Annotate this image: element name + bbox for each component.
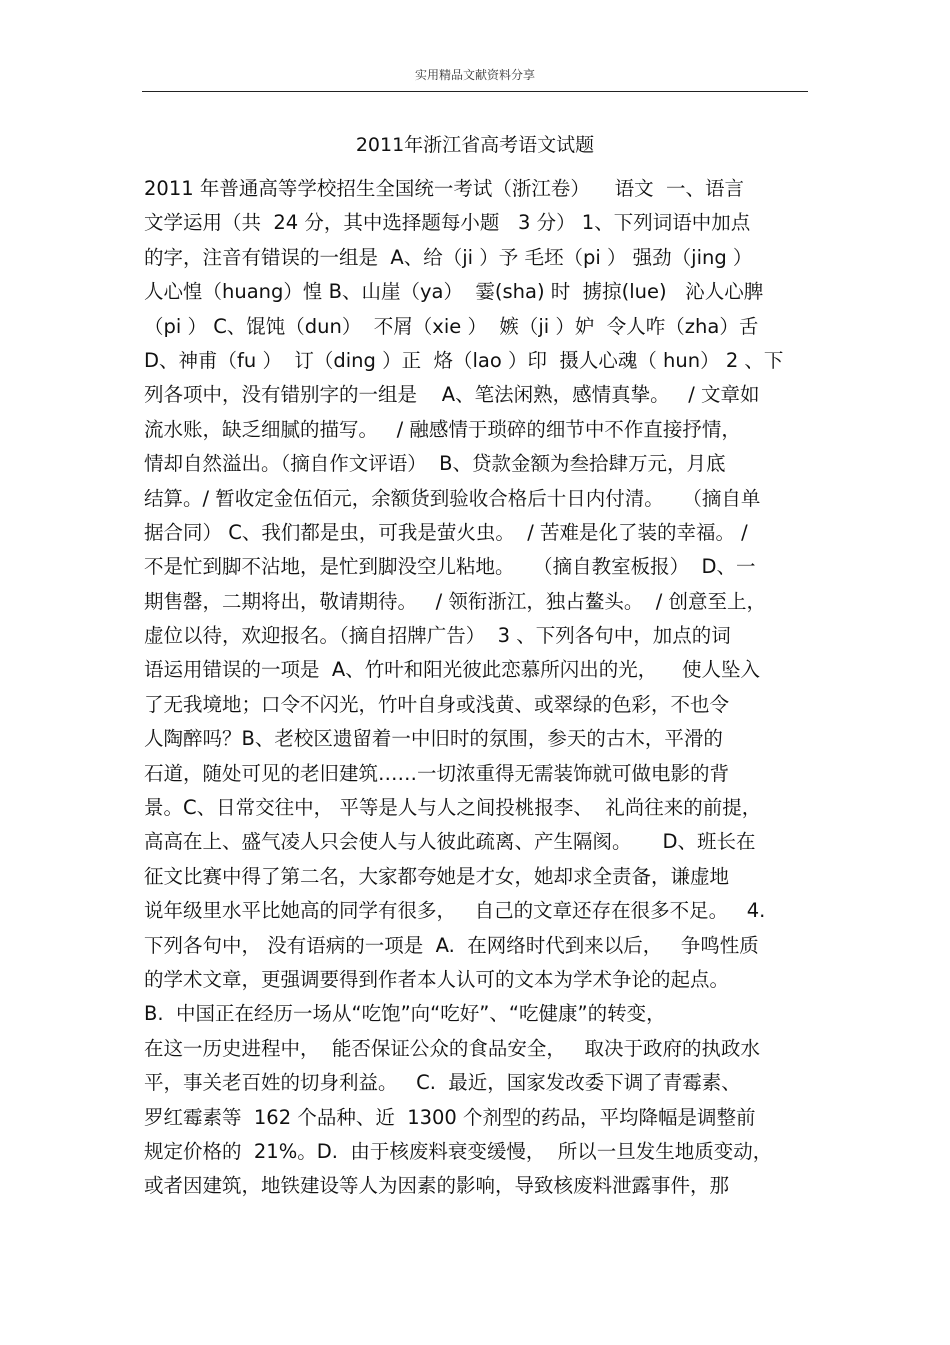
body-line: 或者因建筑，地铁建设等人为因素的影响，导致核废料泄露事件，那: [144, 1174, 730, 1198]
body-line: 2011 年普通高等学校招生全国统一考试（浙江卷） 语文 一、语言: [144, 177, 745, 200]
document-body: [144, 172, 808, 1204]
body-line: 期售罄，二期将出，敬请期待。 / 领衔浙江，独占鳌头。 / 创意至上，: [144, 589, 767, 613]
body-line: B. 中国正在经历一场从“吃饱”向“吃好”、“吃健康”的转变，: [144, 1002, 666, 1026]
body-line: 景。C、日常交往中， 平等是人与人之间投桃报李、 礼尚往来的前提，: [144, 796, 762, 820]
body-line: 说年级里水平比她高的同学有很多， 自己的文章还存在很多不足。 4.: [144, 899, 766, 923]
body-line: 人陶醉吗？B、老校区遗留着一中旧时的氛围，参天的古木，平滑的: [144, 727, 723, 751]
body-line: 语运用错误的一项是 A、竹叶和阳光彼此恋慕所闪出的光， 使人坠入: [144, 658, 761, 682]
document-title: 2011年浙江省高考语文试题: [355, 134, 595, 156]
body-line: 在这一历史进程中， 能否保证公众的食品安全， 取决于政府的执政水: [144, 1036, 760, 1060]
body-line: 高高在上、盛气凌人只会使人与人彼此疏离、产生隔阂。 D、班长在: [144, 830, 756, 854]
body-line: （pi ） C、馄饨（dun） 不屑（xie ） 嫉（ji ）妒 令人咋（zha）舌: [144, 314, 759, 338]
body-line: 下列各句中， 没有语病的一项是 A. 在网络时代到来以后， 争鸣性质: [144, 933, 759, 957]
body-line: 人心惶（huang）惶 B、山崖（ya） 霎(sha) 时 掳掠(lue) 沁人心脾: [144, 280, 764, 304]
body-line: 文学运用（共 24 分，其中选择题每小题 3 分） 1、下列词语中加点: [144, 211, 751, 235]
body-line: 流水账，缺乏细腻的描写。 / 融感情于琐碎的细节中不作直接抒情，: [144, 417, 741, 441]
body-line: 的学术文章，更强调要得到作者本人认可的文本为学术争论的起点。: [144, 967, 730, 991]
body-line: 结算。/ 暂收定金伍佰元，余额货到验收合格后十日内付清。 （摘自单: [144, 486, 761, 510]
body-line: 规定价格的 21%。D. 由于核废料衰变缓慢， 所以一旦发生地质变动，: [144, 1139, 773, 1163]
body-line: 平，事关老百姓的切身利益。 C. 最近，国家发改委下调了青霉素、: [144, 1071, 741, 1095]
body-line: 的字，注音有错误的一组是 A、给（ji ）予 毛坯（pi ） 强劲（jing ）: [144, 245, 753, 269]
running-header: 实用精品文献资料分享: [414, 68, 535, 82]
body-line: 虚位以待，欢迎报名。（摘自招牌广告） 3 、下列各句中，加点的词: [144, 624, 731, 648]
body-line: 石道，随处可见的老旧建筑……一切浓重得无需装饰就可做电影的背: [144, 761, 730, 785]
body-line: 了无我境地；口令不闪光，竹叶自身或浅黄、或翠绿的色彩，不也令: [144, 692, 730, 716]
header-divider: [142, 91, 808, 92]
body-line: D、神甫（fu ） 订（ding ）正 烙（lao ）印 摄人心魂（ hun） 2 、下: [144, 348, 784, 372]
body-line: 征文比赛中得了第二名，大家都夸她是才女，她却求全责备，谦虚地: [144, 864, 730, 888]
body-line: 罗红霉素等 162 个品种、近 1300 个剂型的药品，平均降幅是调整前: [144, 1105, 756, 1129]
body-line: 不是忙到脚不沾地，是忙到脚没空儿粘地。 （摘自教室板报） D、一: [144, 555, 756, 579]
body-line: 情却自然溢出。（摘自作文评语） B、贷款金额为叁拾肆万元，月底: [144, 452, 726, 476]
body-line: 据合同） C、我们都是虫，可我是萤火虫。 / 苦难是化了装的幸福。 /: [144, 520, 748, 544]
body-line: 列各项中，没有错别字的一组是 A、笔法闲熟，感情真挚。 / 文章如: [144, 383, 760, 407]
